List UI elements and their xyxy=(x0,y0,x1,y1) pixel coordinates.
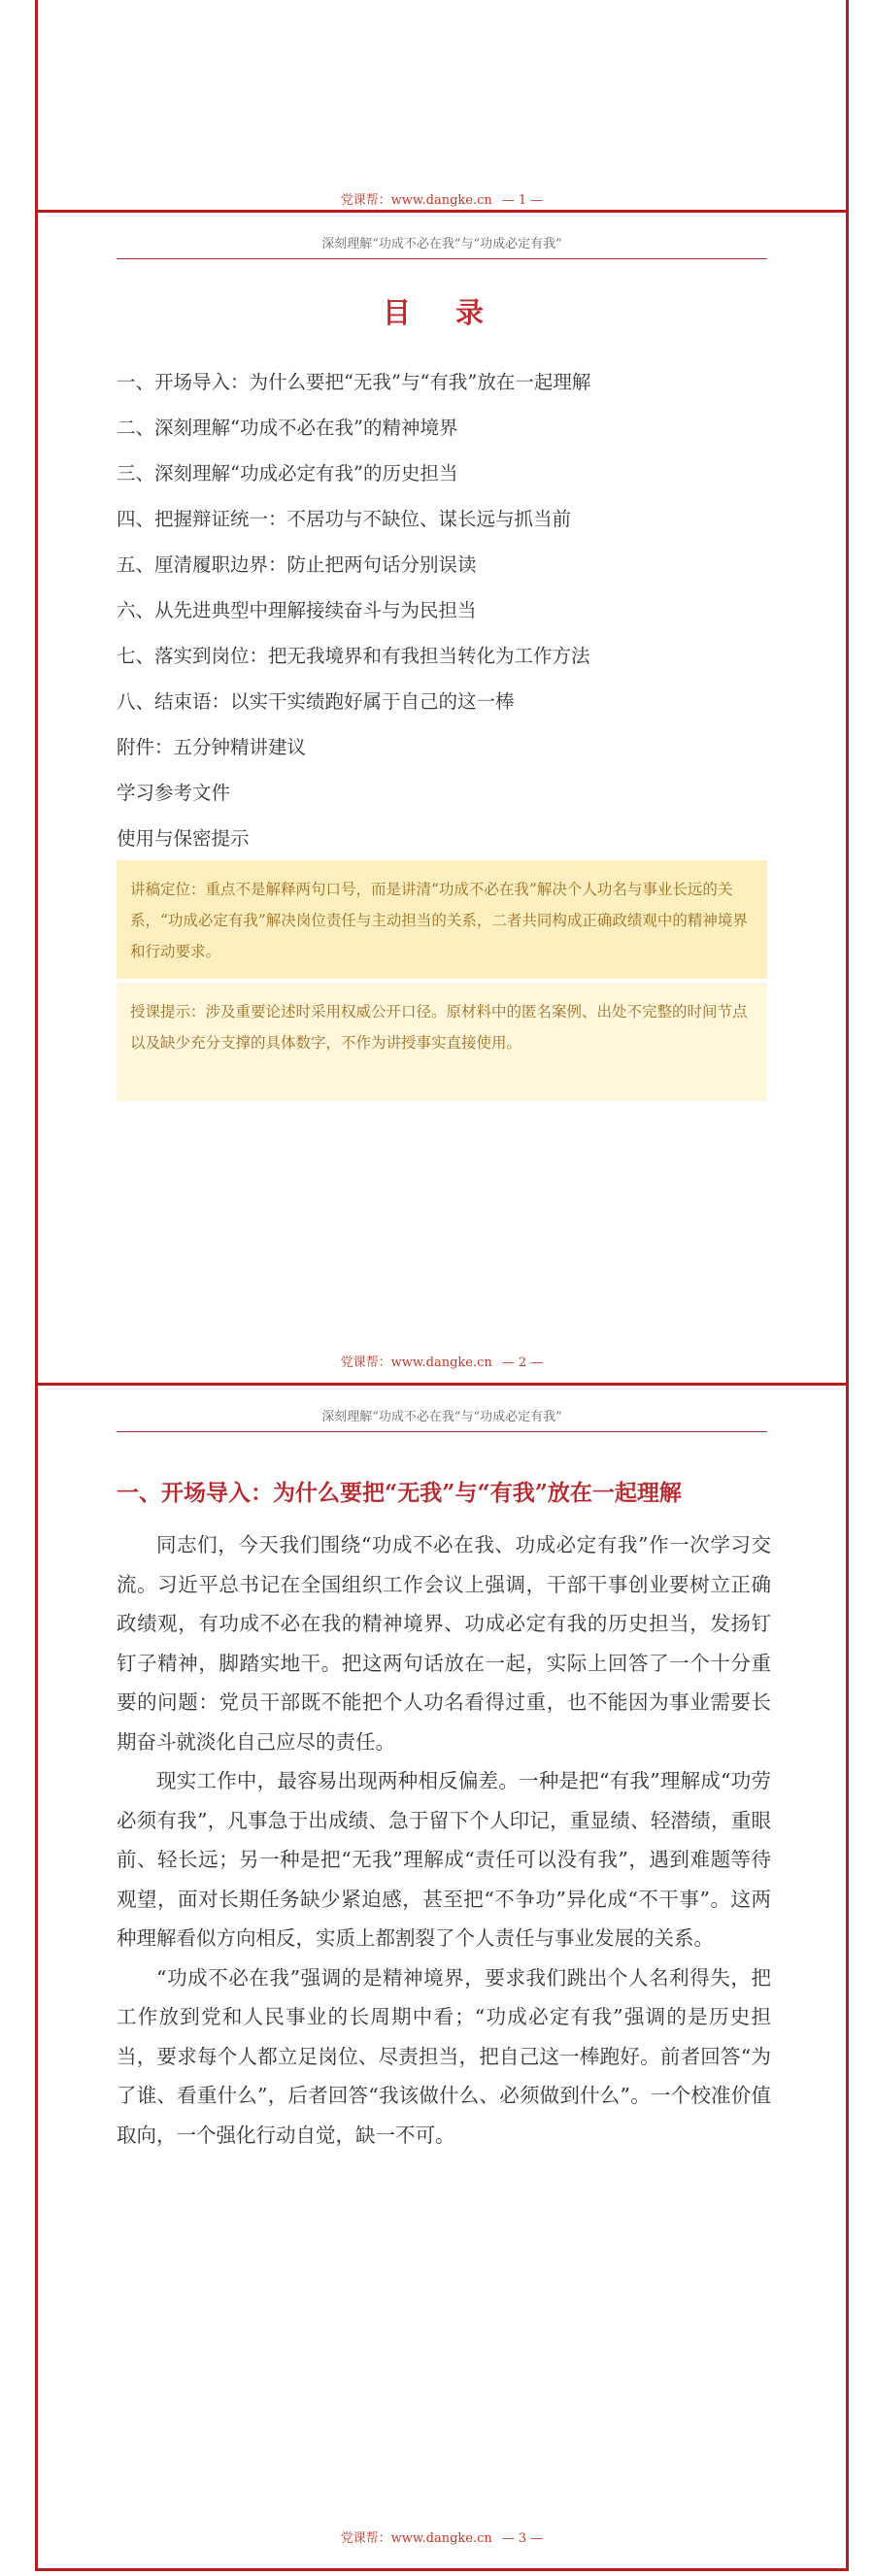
toc-item[interactable]: 六、从先进典型中理解接续奋斗与为民担当 xyxy=(117,599,477,621)
page-footer-2 xyxy=(35,1352,849,1370)
footer-page-number: — 1 — xyxy=(501,193,544,208)
header-rule xyxy=(117,1431,767,1432)
page-footer-1 xyxy=(35,189,849,208)
section-body xyxy=(117,1525,771,2155)
toc-item[interactable]: 八、结束语：以实干实绩跑好属于自己的这一棒 xyxy=(117,690,515,713)
toc-item[interactable]: 二、深刻理解“功成不必在我”的精神境界 xyxy=(117,417,458,439)
toc-item[interactable]: 使用与保密提示 xyxy=(117,827,250,850)
footer-page-number: — 3 — xyxy=(501,2531,544,2546)
toc-item[interactable]: 七、落实到岗位：把无我境界和有我担当转化为工作方法 xyxy=(117,645,590,667)
toc-item[interactable]: 三、深刻理解“功成必定有我”的历史担当 xyxy=(117,462,458,485)
paragraph: 同志们，今天我们围绕“功成不必在我、功成必定有我”作一次学习交流。习近平总书记在全国组织工作会议上强调，干部干事创业要树立正确政绩观，有功成不必在我的精神境界、功成必定有我的历史担当，发扬钉钉子精神，脚踏实地干。把这两句话放在一起，实际上回答了一个十分重要的问题：党员干部既不能把个人功名看得过重，也不能因为事业需要长期奋斗就淡化自己应尽的责任。 xyxy=(117,1533,771,1754)
toc-item[interactable]: 一、开场导入：为什么要把“无我”与“有我”放在一起理解 xyxy=(117,371,591,393)
toc-item[interactable]: 学习参考文件 xyxy=(117,782,231,804)
paragraph: 现实工作中，最容易出现两种相反偏差。一种是把“有我”理解成“功劳必须有我”，凡事急于出成绩、急于留下个人印记，重显绩、轻潜绩，重眼前、轻长远；另一种是把“无我”理解成“责任可以没有我”，遇到难题等待观望，面对长期任务缺少紧迫感，甚至把“不争功”异化成“不干事”。这两种理解看似方向相反，实质上都割裂了个人责任与事业发展的关系。 xyxy=(117,1769,771,1950)
page-footer-3 xyxy=(35,2527,849,2546)
header-rule xyxy=(117,258,767,259)
section-title: 一、开场导入：为什么要把“无我”与“有我”放在一起理解 xyxy=(117,1480,682,1506)
footer-site: 党课帮：www.dangke.cn xyxy=(340,193,492,208)
teaching-tip-callout: 授课提示：涉及重要论述时采用权威公开口径。原材料中的匿名案例、出处不完整的时间节点以及缺少充分支撑的具体数字，不作为讲授事实直接使用。 xyxy=(117,983,767,1101)
toc-item[interactable]: 五、厘清履职边界：防止把两句话分别误读 xyxy=(117,553,477,576)
running-header: 深刻理解“功成不必在我”与“功成必定有我” xyxy=(321,237,562,251)
toc-item[interactable]: 附件：五分钟精讲建议 xyxy=(117,736,307,758)
paragraph: “功成不必在我”强调的是精神境界，要求我们跳出个人名利得失，把工作放到党和人民事业的长周期中看；“功成必定有我”强调的是历史担当，要求每个人都立足岗位、尽责担当，把自己这一棒跑好。前者回答“为了谁、看重什么”，后者回答“我该做什么、必须做到什么”。一个校准价值取向，一个强化行动自觉，缺一不可。 xyxy=(117,1965,771,2147)
footer-page-number: — 2 — xyxy=(501,1355,544,1370)
footer-site: 党课帮：www.dangke.cn xyxy=(340,2531,492,2546)
page-divider xyxy=(35,210,849,213)
page-divider xyxy=(35,1383,849,1386)
positioning-callout: 讲稿定位：重点不是解释两句口号，而是讲清“功成不必在我”解决个人功名与事业长远的关系，“功成必定有我”解决岗位责任与主动担当的关系，二者共同构成正确政绩观中的精神境界和行动要求。 xyxy=(117,860,767,979)
toc-item[interactable]: 四、把握辩证统一：不居功与不缺位、谋长远与抓当前 xyxy=(117,508,572,530)
running-header: 深刻理解“功成不必在我”与“功成必定有我” xyxy=(321,1410,562,1424)
footer-site: 党课帮：www.dangke.cn xyxy=(340,1355,492,1370)
toc-title: 目 录 xyxy=(382,296,502,329)
